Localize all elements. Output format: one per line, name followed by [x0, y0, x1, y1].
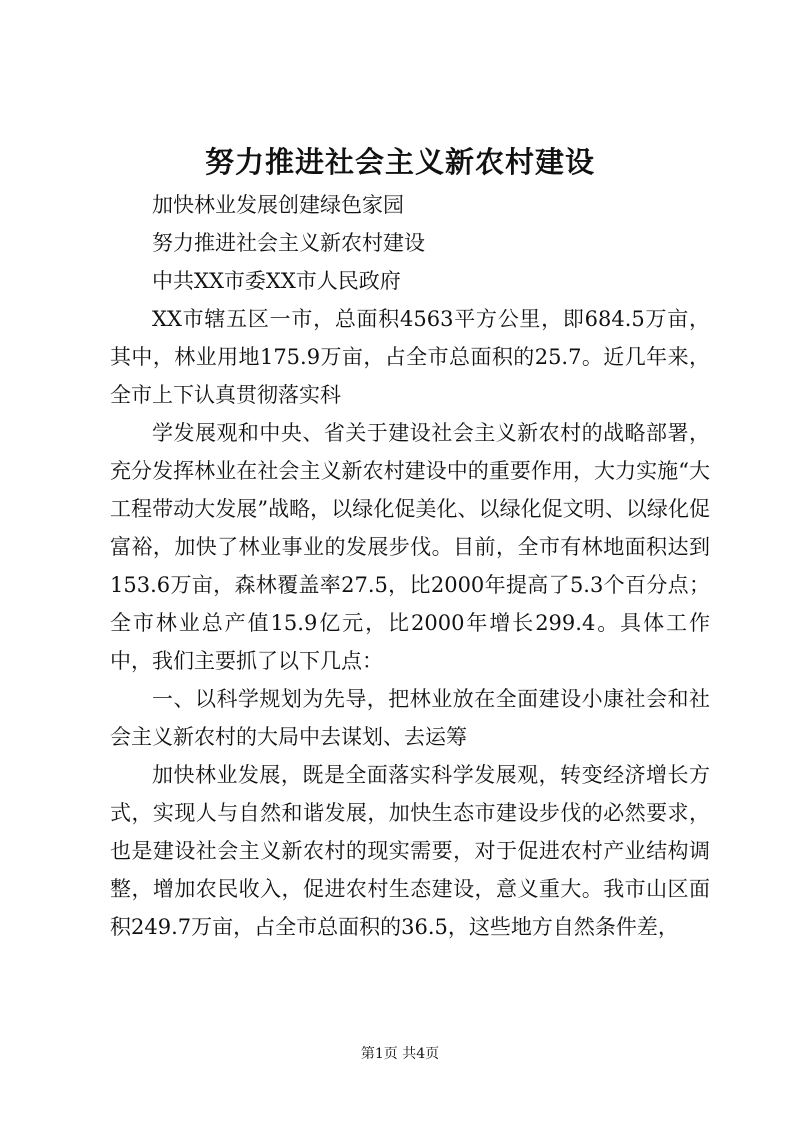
section-heading: 一、以科学规划为先导，把林业放在全面建设小康社会和社会主义新农村的大局中去谋划、去运筹: [110, 687, 710, 749]
author-line: 中共XX市委XX市人民政府: [152, 269, 401, 293]
subtitle-line: 努力推进社会主义新农村建设: [152, 231, 425, 255]
page-title: 努力推进社会主义新农村建设: [204, 145, 595, 179]
document-body: [110, 186, 710, 946]
subtitle-line: 加快林业发展创建绿色家园: [152, 193, 404, 217]
body-paragraph: 加快林业发展，既是全面落实科学发展观，转变经济增长方式，实现人与自然和谐发展，加快生态市建设步伐的必然要求，也是建设社会主义新农村的现实需要，对于促进农村产业结构调整，增加农民收入，促进农村生态建设，意义重大。我市山区面积249.7万亩，占全市总面积的36.5，这些地方自然条件差，: [110, 763, 710, 939]
body-paragraph: 学发展观和中央、省关于建设社会主义新农村的战略部署，充分发挥林业在社会主义新农村建设中的重要作用，大力实施“大工程带动大发展”战略，以绿化促美化、以绿化促文明、以绿化促富裕，加快了林业事业的发展步伐。目前，全市有林地面积达到153.6万亩，森林覆盖率27.5，比2000年提高了5.3个百分点；全市林业总产值15.9亿元，比2000年增长299.4。具体工作中，我们主要抓了以下几点：: [110, 421, 710, 673]
body-paragraph: XX市辖五区一市，总面积4563平方公里，即684.5万亩，其中，林业用地175.9万亩，占全市总面积的25.7。近几年来，全市上下认真贯彻落实科: [110, 307, 710, 407]
page-number: 第1页 共4页: [360, 1046, 440, 1062]
